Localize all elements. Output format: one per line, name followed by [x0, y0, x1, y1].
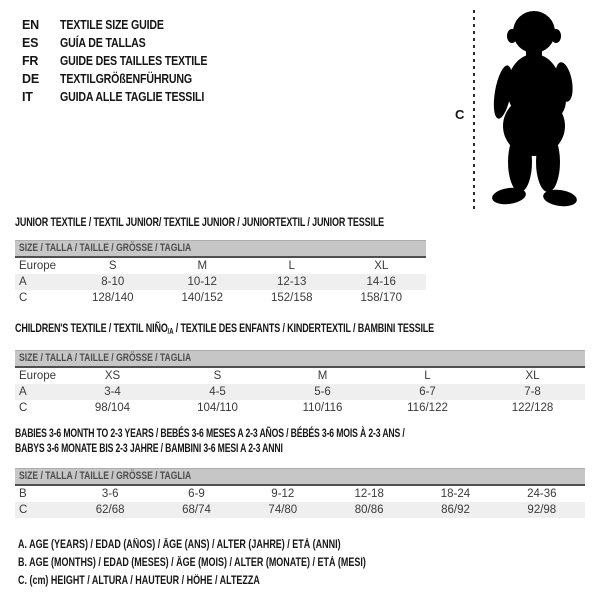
- list-item: [22, 16, 233, 34]
- guide-title: GUIDA ALLE TAGLIE TESSILI: [60, 90, 205, 104]
- size-value-cell: 104/110: [197, 402, 238, 414]
- childrens-textile-section: [15, 321, 585, 416]
- size-value-cell: 14-16: [366, 276, 396, 288]
- size-value-cell: 24-36: [527, 488, 557, 500]
- table-row: [15, 290, 426, 306]
- toddler-silhouette-icon: [450, 8, 598, 212]
- size-column-header: XL: [525, 370, 540, 382]
- size-value-cell: 158/170: [360, 292, 403, 304]
- size-column-header: XL: [374, 260, 389, 272]
- size-value-cell: 68/74: [182, 504, 211, 516]
- row-label: C: [19, 402, 28, 414]
- junior-textile-section: [15, 215, 426, 306]
- row-label: B: [19, 488, 27, 500]
- table-row: [15, 384, 585, 400]
- junior-size-table: [15, 258, 426, 306]
- size-value-cell: 152/158: [270, 292, 313, 304]
- section-title: JUNIOR TEXTILE / TEXTIL JUNIOR/ TEXTILE JUNIOR / JUNIORTEXTIL / JUNIOR TESSILE: [15, 215, 385, 229]
- size-value-cell: 62/68: [95, 504, 125, 516]
- size-value-cell: 6-7: [419, 386, 436, 398]
- size-value-cell: 5-6: [314, 386, 331, 398]
- language-code: DE: [22, 72, 39, 86]
- guide-title: TEXTILE SIZE GUIDE: [60, 18, 164, 32]
- size-header-bar: SIZE / TALLA / TAILLE / GRÖSSE / TAGLIA: [15, 350, 585, 368]
- section-title: BABIES 3-6 MONTH TO 2-3 YEARS / BEBÉS 3-6 MESES A 2-3 AÑOS / BÉBÉS 3-6 MOIS À 2-3 ANS / BABYS 3-6 MONATE BIS 2-3 JAHRE / BAMBINI 3-6 MESI A 2-3 ANNI: [15, 426, 405, 455]
- toddler-silhouette-figure: [450, 8, 598, 212]
- region-label: Europe: [19, 370, 57, 382]
- language-code: EN: [22, 18, 39, 32]
- region-label: Europe: [19, 260, 57, 272]
- size-value-cell: 9-12: [271, 488, 295, 500]
- list-item: [22, 52, 233, 70]
- size-value-cell: 116/122: [407, 402, 448, 414]
- footnote-b: B. AGE (MONTHS) / EDAD (MESES) / ÂGE (MOIS) / ALTER (MONATE) / ETÀ (MESI): [18, 557, 366, 569]
- language-title-list: [22, 16, 233, 106]
- size-value-cell: 110/116: [302, 402, 343, 414]
- size-value-cell: 3-4: [104, 386, 121, 398]
- size-value-cell: 80/86: [354, 504, 384, 516]
- footnote-legend: [18, 536, 464, 590]
- size-column-header: L: [288, 260, 295, 272]
- list-item: [22, 70, 233, 88]
- footnote-c: C. (cm) HEIGHT / ALTURA / HAUTEUR / HÖHE / ALTEZZA: [18, 575, 260, 587]
- table-row: [15, 400, 585, 416]
- row-label: A: [19, 386, 27, 398]
- footnote-a: A. AGE (YEARS) / EDAD (AÑOS) / ÂGE (ANS) / ALTER (JAHRE) / ETÀ (ANNI): [18, 539, 341, 551]
- size-value-cell: 74/80: [268, 504, 298, 516]
- baby-body-shape: [490, 11, 578, 208]
- size-header-bar: SIZE / TALLA / TAILLE / GRÖSSE / TAGLIA: [15, 240, 426, 258]
- size-column-header: S: [108, 260, 117, 272]
- column-header-row: [15, 258, 426, 274]
- size-value-cell: 12-18: [354, 488, 384, 500]
- size-value-cell: 12-13: [277, 276, 307, 288]
- size-value-cell: 122/128: [511, 402, 554, 414]
- size-value-cell: 6-9: [188, 488, 205, 500]
- childrens-size-table: [15, 368, 585, 416]
- size-header-bar: SIZE / TALLA / TAILLE / GRÖSSE / TAGLIA: [15, 468, 585, 486]
- size-value-cell: 92/98: [527, 504, 557, 516]
- size-value-cell: 86/92: [441, 504, 470, 516]
- size-column-header: M: [317, 370, 328, 382]
- guide-title: GUÍA DE TALLAS: [60, 36, 146, 50]
- babies-size-table: [15, 486, 585, 518]
- size-value-cell: 4-5: [209, 386, 226, 398]
- table-row: [15, 502, 585, 518]
- size-value-cell: 140/152: [181, 292, 224, 304]
- size-column-header: XS: [104, 370, 121, 382]
- size-column-header: S: [213, 370, 222, 382]
- size-column-header: M: [197, 260, 208, 272]
- babies-textile-section: [15, 426, 585, 518]
- size-value-cell: 98/104: [94, 402, 131, 414]
- size-value-cell: 3-6: [101, 488, 119, 500]
- language-code: FR: [22, 54, 39, 68]
- section-title: CHILDREN'S TEXTILE / TEXTIL NIÑO/A / TEXTILE DES ENFANTS / KINDERTEXTIL / BAMBINI TESSILE: [15, 321, 435, 336]
- size-value-cell: 10-12: [187, 276, 217, 288]
- size-value-cell: 8-10: [101, 276, 125, 288]
- guide-title: TEXTILGRÖßENFÜHRUNG: [60, 72, 192, 86]
- column-header-row: [15, 368, 585, 384]
- language-code: ES: [22, 36, 39, 50]
- size-value-cell: 18-24: [440, 488, 471, 500]
- list-item: [22, 88, 233, 106]
- list-item: [22, 34, 233, 52]
- size-column-header: L: [424, 370, 431, 382]
- language-code: IT: [22, 90, 33, 104]
- row-label: C: [19, 292, 28, 304]
- height-measure-label: C: [455, 107, 465, 122]
- table-row: [15, 274, 426, 290]
- row-label: A: [19, 276, 27, 288]
- size-value-cell: 128/140: [91, 292, 134, 304]
- guide-title: GUIDE DES TAILLES TEXTILE: [60, 54, 208, 68]
- size-value-cell: 7-8: [524, 386, 541, 398]
- row-label: C: [19, 504, 28, 516]
- table-row: [15, 486, 585, 502]
